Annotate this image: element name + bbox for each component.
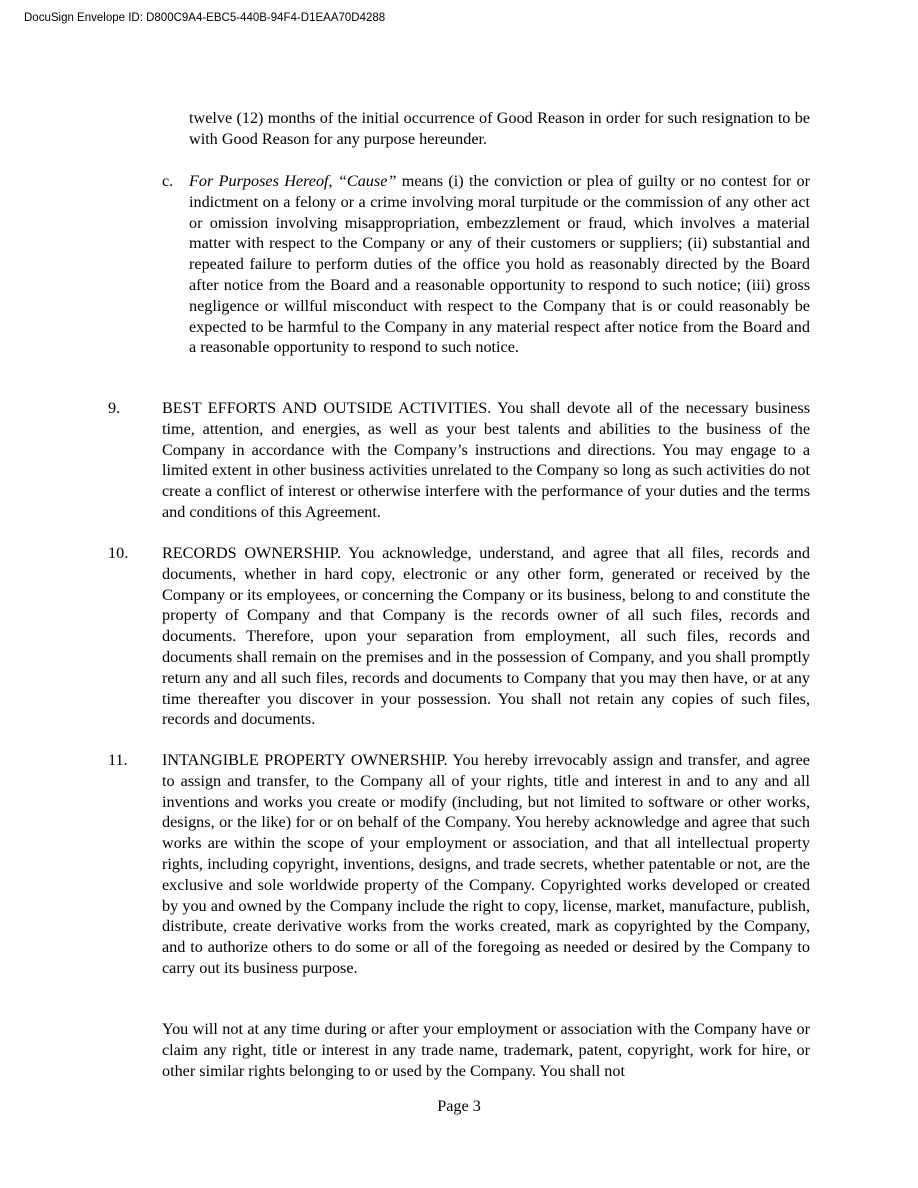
item-c-letter: c. — [162, 172, 174, 190]
cause-definition-term: For Purposes Hereof, “Cause” — [189, 172, 397, 190]
page-number: Page 3 — [437, 1097, 481, 1115]
section-11-number: 11. — [108, 751, 128, 769]
section-10-paragraph: RECORDS OWNERSHIP. You acknowledge, understand, and agree that all files, records and documents, whether in hard copy, electronic or any other form, generated or received by the Company or its employees, or concerning the Company or its business, belong to and constitute the property of Company and that Company is the records owner of all such files, records and documents. Therefore, upon your separation from employment, all such files, records and documents shall remain on the premises and in the possession of Company, and you shall promptly return any and all such files, records and documents to Company that you may then have, or at any time thereafter you discover in your possession. You shall not retain any copies of such files, records and documents. — [162, 544, 810, 729]
section-9-number: 9. — [108, 399, 121, 417]
section-10-number: 10. — [108, 544, 129, 562]
envelope-id: DocuSign Envelope ID: D800C9A4-EBC5-440B-94F4-D1EAA70D4288 — [24, 12, 386, 24]
item-c-paragraph — [189, 171, 810, 358]
cause-definition-text: means (i) the conviction or plea of guilty or no contest for or indictment on a felony or a crime involving moral turpitude or the commission of any other act or omission involving misappropriation, embezzlement or fraud, which involves a material matter with respect to the Company or any of their customers or suppliers; (ii) substantial and repeated failure to perform duties of the office you hold as reasonably directed by the Board after notice from the Board and a reasonable opportunity to respond to such notice; (iii) gross negligence or willful misconduct with respect to the Company that is or could reasonably be expected to be harmful to the Company in any material respect after notice from the Board and a reasonable opportunity to respond to such notice. — [189, 172, 811, 357]
section-9-paragraph: BEST EFFORTS AND OUTSIDE ACTIVITIES. You shall devote all of the necessary business time, attention, and energies, as well as your best talents and abilities to the business of the Company in accordance with the Company’s instructions and directions. You may engage to a limited extent in other business activities unrelated to the Company so long as such activities do not create a conflict of interest or otherwise interfere with the performance of your duties and the terms and conditions of this Agreement. — [162, 399, 810, 521]
section-11-paragraph: INTANGIBLE PROPERTY OWNERSHIP. You hereby irrevocably assign and transfer, and agree to assign and transfer, to the Company all of your rights, title and interest in and to any and all inventions and works you create or modify (including, but not limited to software or other works, designs, or the like) for or on behalf of the Company. You hereby acknowledge and agree that such works are within the scope of your employment or association, and that all intellectual property rights, including copyright, inventions, designs, and trade secrets, whether patentable or not, are the exclusive and sole worldwide property of the Company. Copyrighted works developed or created by you and owned by the Company include the right to copy, license, market, manufacture, publish, distribute, create derivative works from the works created, mark as copyrighted by the Company, and to authorize others to do some or all of the foregoing as needed or desired by the Company to carry out its business purpose. — [162, 751, 810, 977]
continuation-paragraph: twelve (12) months of the initial occurrence of Good Reason in order for such resignation to be with Good Reason for any purpose hereunder. — [189, 109, 810, 148]
section-11-paragraph-2: You will not at any time during or after your employment or association with the Company have or claim any right, title or interest in any trade name, trademark, patent, copyright, work for hire, or other similar rights belonging to or used by the Company. You shall not — [162, 1020, 810, 1080]
